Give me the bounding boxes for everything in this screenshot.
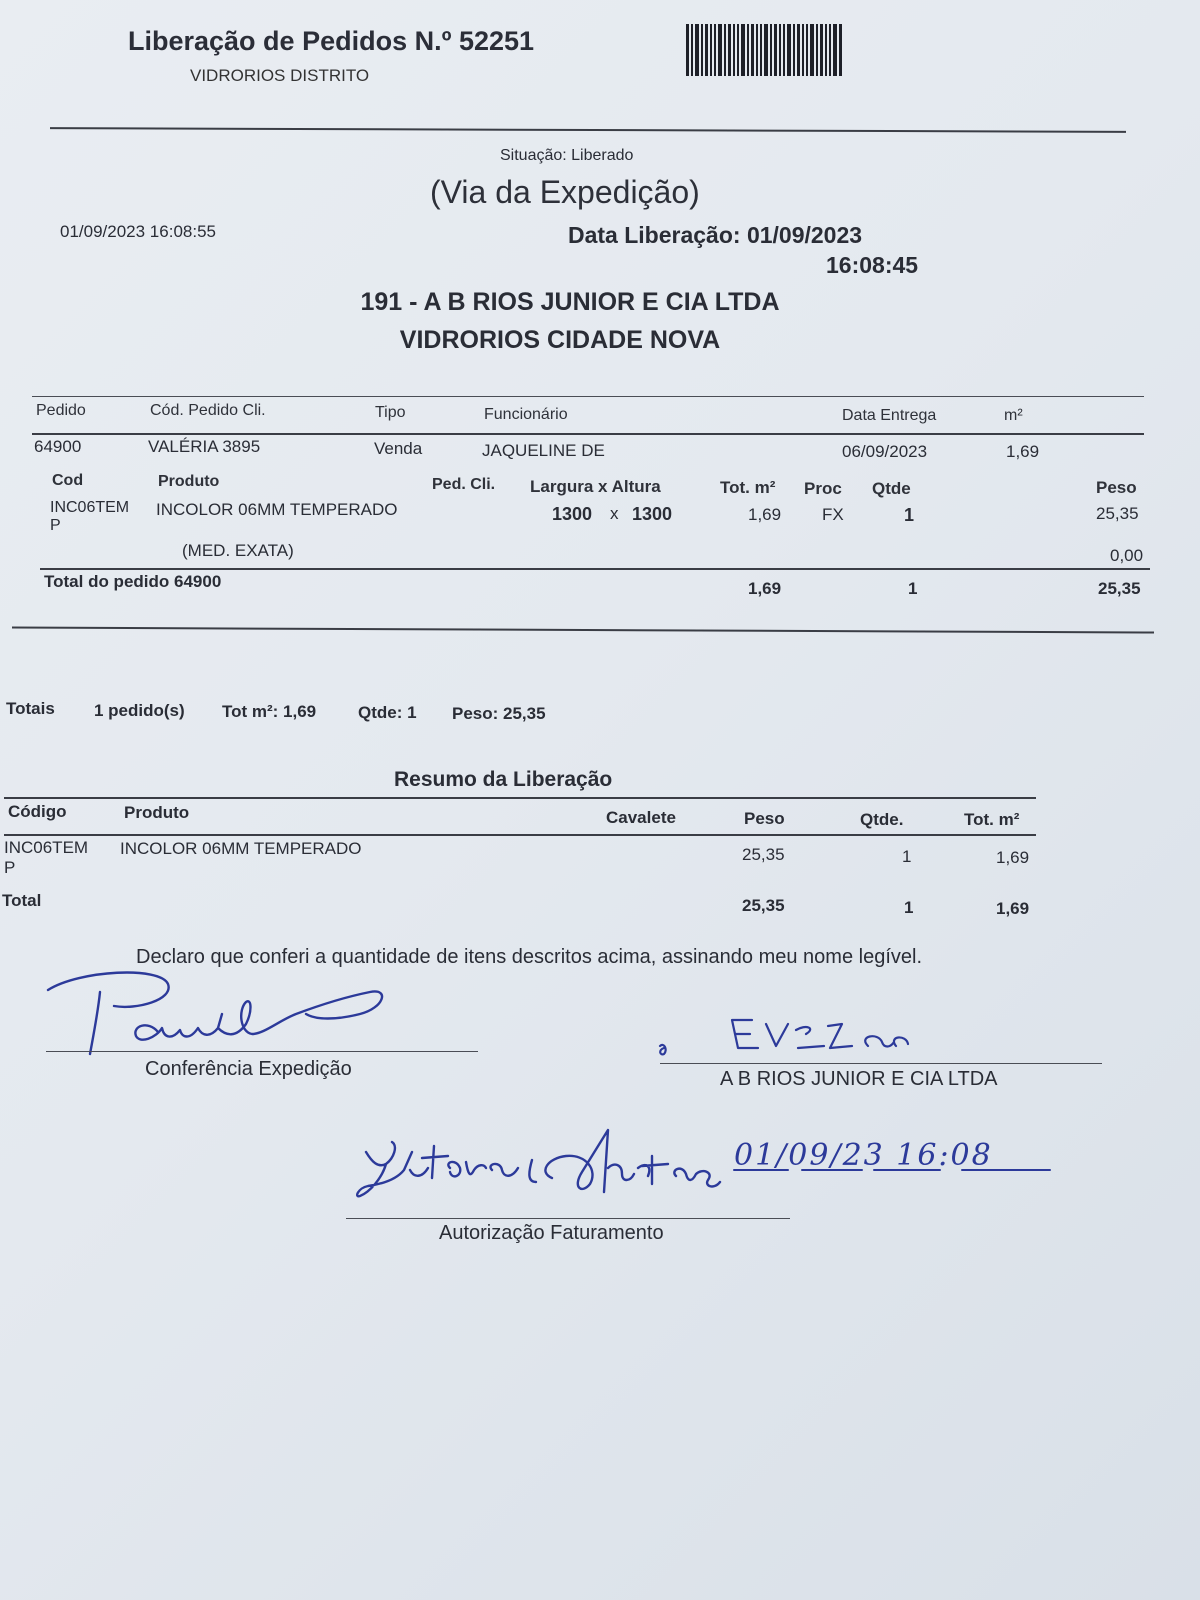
signature-cliente: [656, 1006, 916, 1062]
barcode: [686, 24, 874, 76]
summary-total-tot-m2: 1,69: [996, 899, 1030, 918]
conferencia-label: Conferência Expedição: [145, 1058, 352, 1080]
totals-orders: 1 pedido(s): [94, 701, 185, 720]
item-tot-m2: 1,69: [748, 505, 782, 524]
item-product: INCOLOR 06MM TEMPERADO: [156, 500, 398, 519]
document-title: Liberação de Pedidos N.º 52251: [128, 26, 535, 56]
col-ped-cli: Ped. Cli.: [432, 476, 496, 493]
summary-col-qtde: Qtde.: [860, 810, 904, 829]
summary-col-produto: Produto: [124, 803, 190, 822]
signature-autorizacao: [352, 1122, 742, 1232]
order-delivery-date: 06/09/2023: [842, 442, 928, 461]
summary-title: Resumo da Liberação: [394, 768, 613, 791]
order-employee: JAQUELINE DE: [482, 441, 605, 460]
item-dim-separator: x: [610, 504, 619, 523]
summary-row-product: INCOLOR 06MM TEMPERADO: [120, 839, 362, 858]
order-m2: 1,69: [1006, 442, 1040, 461]
item-note: (MED. EXATA): [182, 541, 294, 560]
cliente-label: A B RIOS JUNIOR E CIA LTDA: [720, 1068, 998, 1090]
summary-col-cavalete: Cavalete: [606, 808, 676, 827]
order-total-qtde: 1: [908, 579, 918, 598]
order-total-label: Total do pedido 64900: [44, 572, 222, 591]
item-width: 1300: [552, 504, 593, 524]
client-name: 191 - A B RIOS JUNIOR E CIA LTDA: [360, 288, 780, 316]
item-height: 1300: [632, 504, 673, 524]
item-code-line2: P: [50, 517, 61, 534]
client-store: VIDRORIOS CIDADE NOVA: [399, 326, 721, 354]
summary-row-peso: 25,35: [742, 845, 785, 864]
summary-col-peso: Peso: [744, 809, 785, 828]
order-table-top-rule: [32, 396, 1144, 397]
summary-total-peso: 25,35: [742, 896, 785, 915]
release-date: Data Liberação: 01/09/2023: [568, 222, 863, 248]
summary-col-tot-m2: Tot. m²: [964, 810, 1020, 829]
col-pedido: Pedido: [36, 402, 86, 419]
order-header-rule: [32, 433, 1144, 435]
item-code-line1: INC06TEM: [50, 499, 130, 516]
summary-total-label: Total: [2, 891, 42, 910]
col-cod-pedido-cli: Cód. Pedido Cli.: [150, 402, 266, 419]
status-text: Situação: Liberado: [500, 147, 634, 164]
col-tipo: Tipo: [375, 404, 406, 421]
col-m2: m²: [1004, 407, 1023, 424]
item-qtde: 1: [904, 505, 915, 525]
print-timestamp: 01/09/2023 16:08:55: [60, 222, 216, 241]
signature-line-conferencia: [46, 1051, 478, 1052]
totals-qtde: Qtde: 1: [358, 703, 417, 722]
col-qtde: Qtde: [872, 479, 911, 498]
order-total-m2: 1,69: [748, 579, 782, 598]
summary-row-qtde: 1: [902, 847, 912, 866]
signature-conferencia: [40, 962, 400, 1062]
summary-top-rule: [4, 797, 1036, 799]
col-proc: Proc: [804, 479, 842, 498]
autorizacao-label: Autorização Faturamento: [439, 1222, 664, 1244]
order-total-peso: 25,35: [1098, 579, 1141, 598]
order-client-code: VALÉRIA 3895: [148, 437, 261, 456]
col-peso: Peso: [1096, 478, 1137, 497]
handwritten-date: 01/09/23 16:08: [734, 1138, 993, 1173]
summary-row-code-line2: P: [4, 858, 16, 877]
item-note-peso: 0,00: [1110, 546, 1144, 565]
declaration-text: Declaro que conferi a quantidade de itens descritos acima, assinando meu nome legível.: [136, 946, 923, 968]
signature-line-cliente: [660, 1063, 1102, 1064]
signature-line-autorizacao: [346, 1218, 790, 1219]
item-peso: 25,35: [1096, 504, 1139, 523]
order-number: 64900: [34, 437, 82, 456]
release-time: 16:08:45: [826, 252, 919, 278]
handwritten-date-underline: [730, 1164, 1060, 1176]
order-type: Venda: [374, 439, 423, 458]
summary-header-rule: [4, 834, 1036, 836]
summary-row-tot-m2: 1,69: [996, 848, 1030, 867]
totals-m2: Tot m²: 1,69: [222, 702, 317, 721]
col-tot-m2: Tot. m²: [720, 478, 776, 497]
branch-name: VIDRORIOS DISTRITO: [190, 66, 370, 85]
totals-label: Totais: [6, 699, 55, 718]
summary-col-codigo: Código: [8, 802, 67, 821]
col-data-entrega: Data Entrega: [842, 407, 937, 424]
col-cod: Cod: [52, 472, 84, 489]
totals-peso: Peso: 25,35: [452, 704, 546, 723]
col-largura-altura: Largura x Altura: [530, 477, 661, 496]
header-divider: [50, 127, 1126, 133]
order-total-rule: [40, 568, 1150, 570]
order-section-divider: [12, 627, 1154, 634]
col-produto: Produto: [158, 473, 220, 490]
summary-total-qtde: 1: [904, 898, 914, 917]
col-funcionario: Funcionário: [484, 406, 568, 423]
copy-type: (Via da Expedição): [430, 174, 700, 210]
item-proc: FX: [822, 505, 844, 524]
summary-row-code-line1: INC06TEM: [4, 838, 89, 857]
